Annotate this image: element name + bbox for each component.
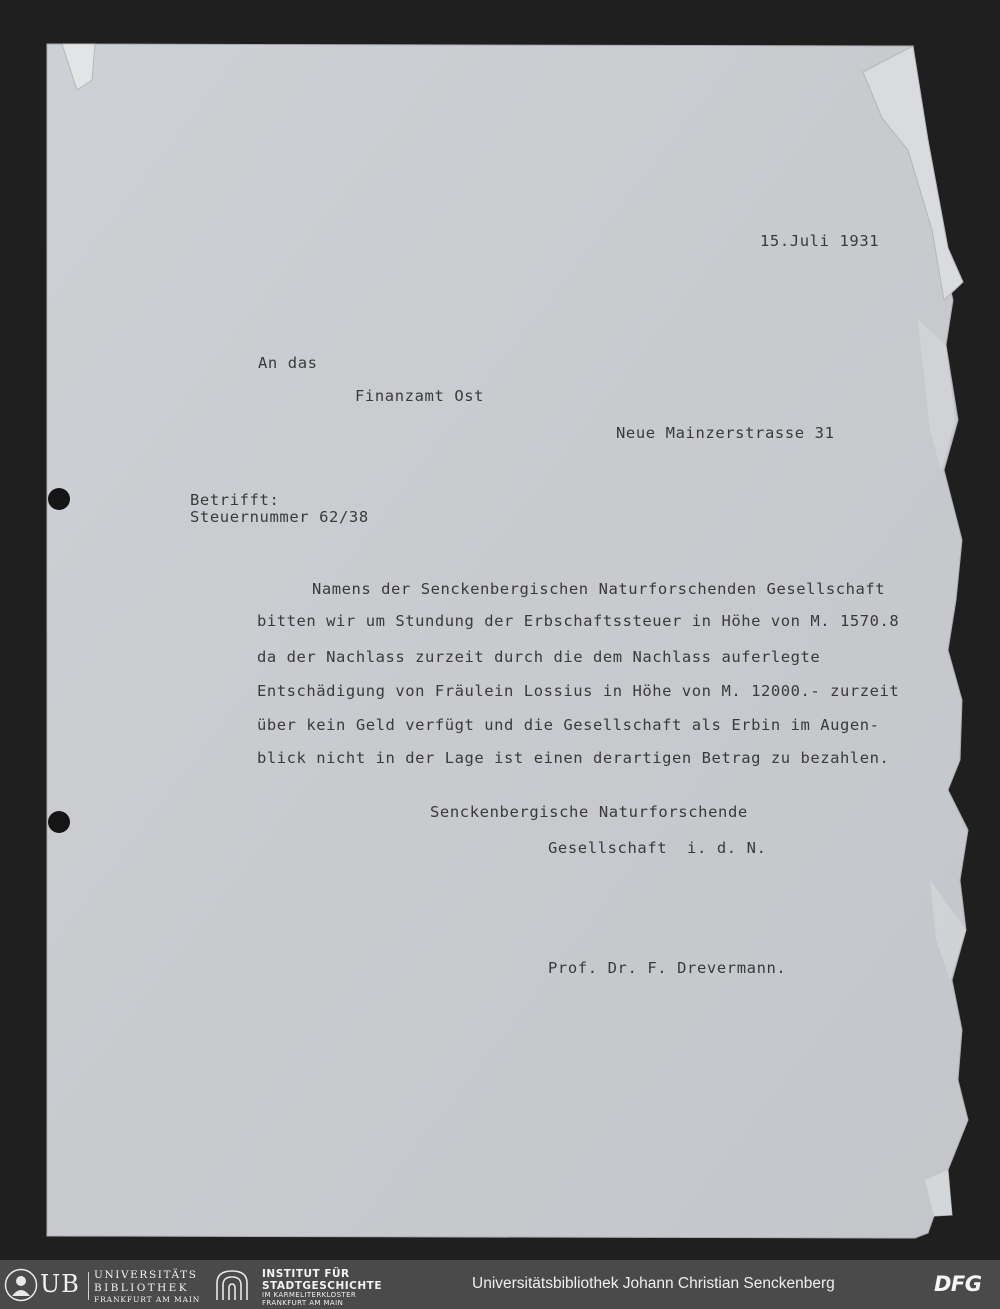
isg-line-2: STADTGESCHICHTE: [262, 1279, 382, 1292]
closing-line-1: Senckenbergische Naturforschende: [430, 803, 748, 821]
body-line-5: über kein Geld verfügt und die Gesellschaft als Erbin im Augen-: [257, 716, 880, 734]
punch-hole-bottom: [48, 811, 70, 833]
ub-line-1: UNIVERSITÄTS: [94, 1269, 198, 1281]
ub-divider: [88, 1272, 89, 1300]
isg-line-4: FRANKFURT AM MAIN: [262, 1299, 344, 1307]
ub-line-3: FRANKFURT AM MAIN: [94, 1295, 201, 1304]
body-line-3: da der Nachlass zurzeit durch die dem Nachlass auferlegte: [257, 648, 821, 666]
body-line-6: blick nicht in der Lage ist einen derartigen Betrag zu bezahlen.: [257, 749, 890, 767]
isg-line-3: IM KARMELITERKLOSTER: [262, 1291, 357, 1299]
subject-reference: Steuernummer 62/38: [190, 508, 369, 526]
footer-bar: [0, 1260, 1000, 1309]
signature: Prof. Dr. F. Drevermann.: [548, 959, 787, 977]
ub-seal-icon: [4, 1268, 38, 1302]
library-name: Universitätsbibliothek Johann Christian Senckenberg: [472, 1275, 835, 1292]
subject-label: Betrifft:: [190, 491, 280, 509]
punch-hole-top: [48, 488, 70, 510]
ub-logo-text: [94, 1270, 200, 1304]
recipient-line-2: Finanzamt Ost: [355, 387, 485, 405]
isg-logo-text: [262, 1269, 382, 1307]
body-line-2: bitten wir um Stundung der Erbschaftssteuer in Höhe von M. 1570.8: [257, 612, 900, 630]
body-line-1: Namens der Senckenbergischen Naturforschenden Gesellschaft: [312, 580, 886, 598]
letter-date: 15.Juli 1931: [760, 232, 880, 250]
isg-arch-icon: [214, 1269, 250, 1301]
ub-letters: UB: [40, 1270, 80, 1298]
closing-line-2: Gesellschaft i. d. N.: [548, 839, 767, 857]
isg-line-1: INSTITUT FÜR: [262, 1268, 350, 1280]
body-line-4: Entschädigung von Fräulein Lossius in Höhe von M. 12000.- zurzeit: [257, 682, 900, 700]
dfg-logo: DFG: [934, 1272, 982, 1296]
ub-line-2: BIBLIOTHEK: [94, 1281, 189, 1294]
recipient-line-1: An das: [258, 354, 318, 372]
recipient-line-3: Neue Mainzerstrasse 31: [616, 424, 835, 442]
